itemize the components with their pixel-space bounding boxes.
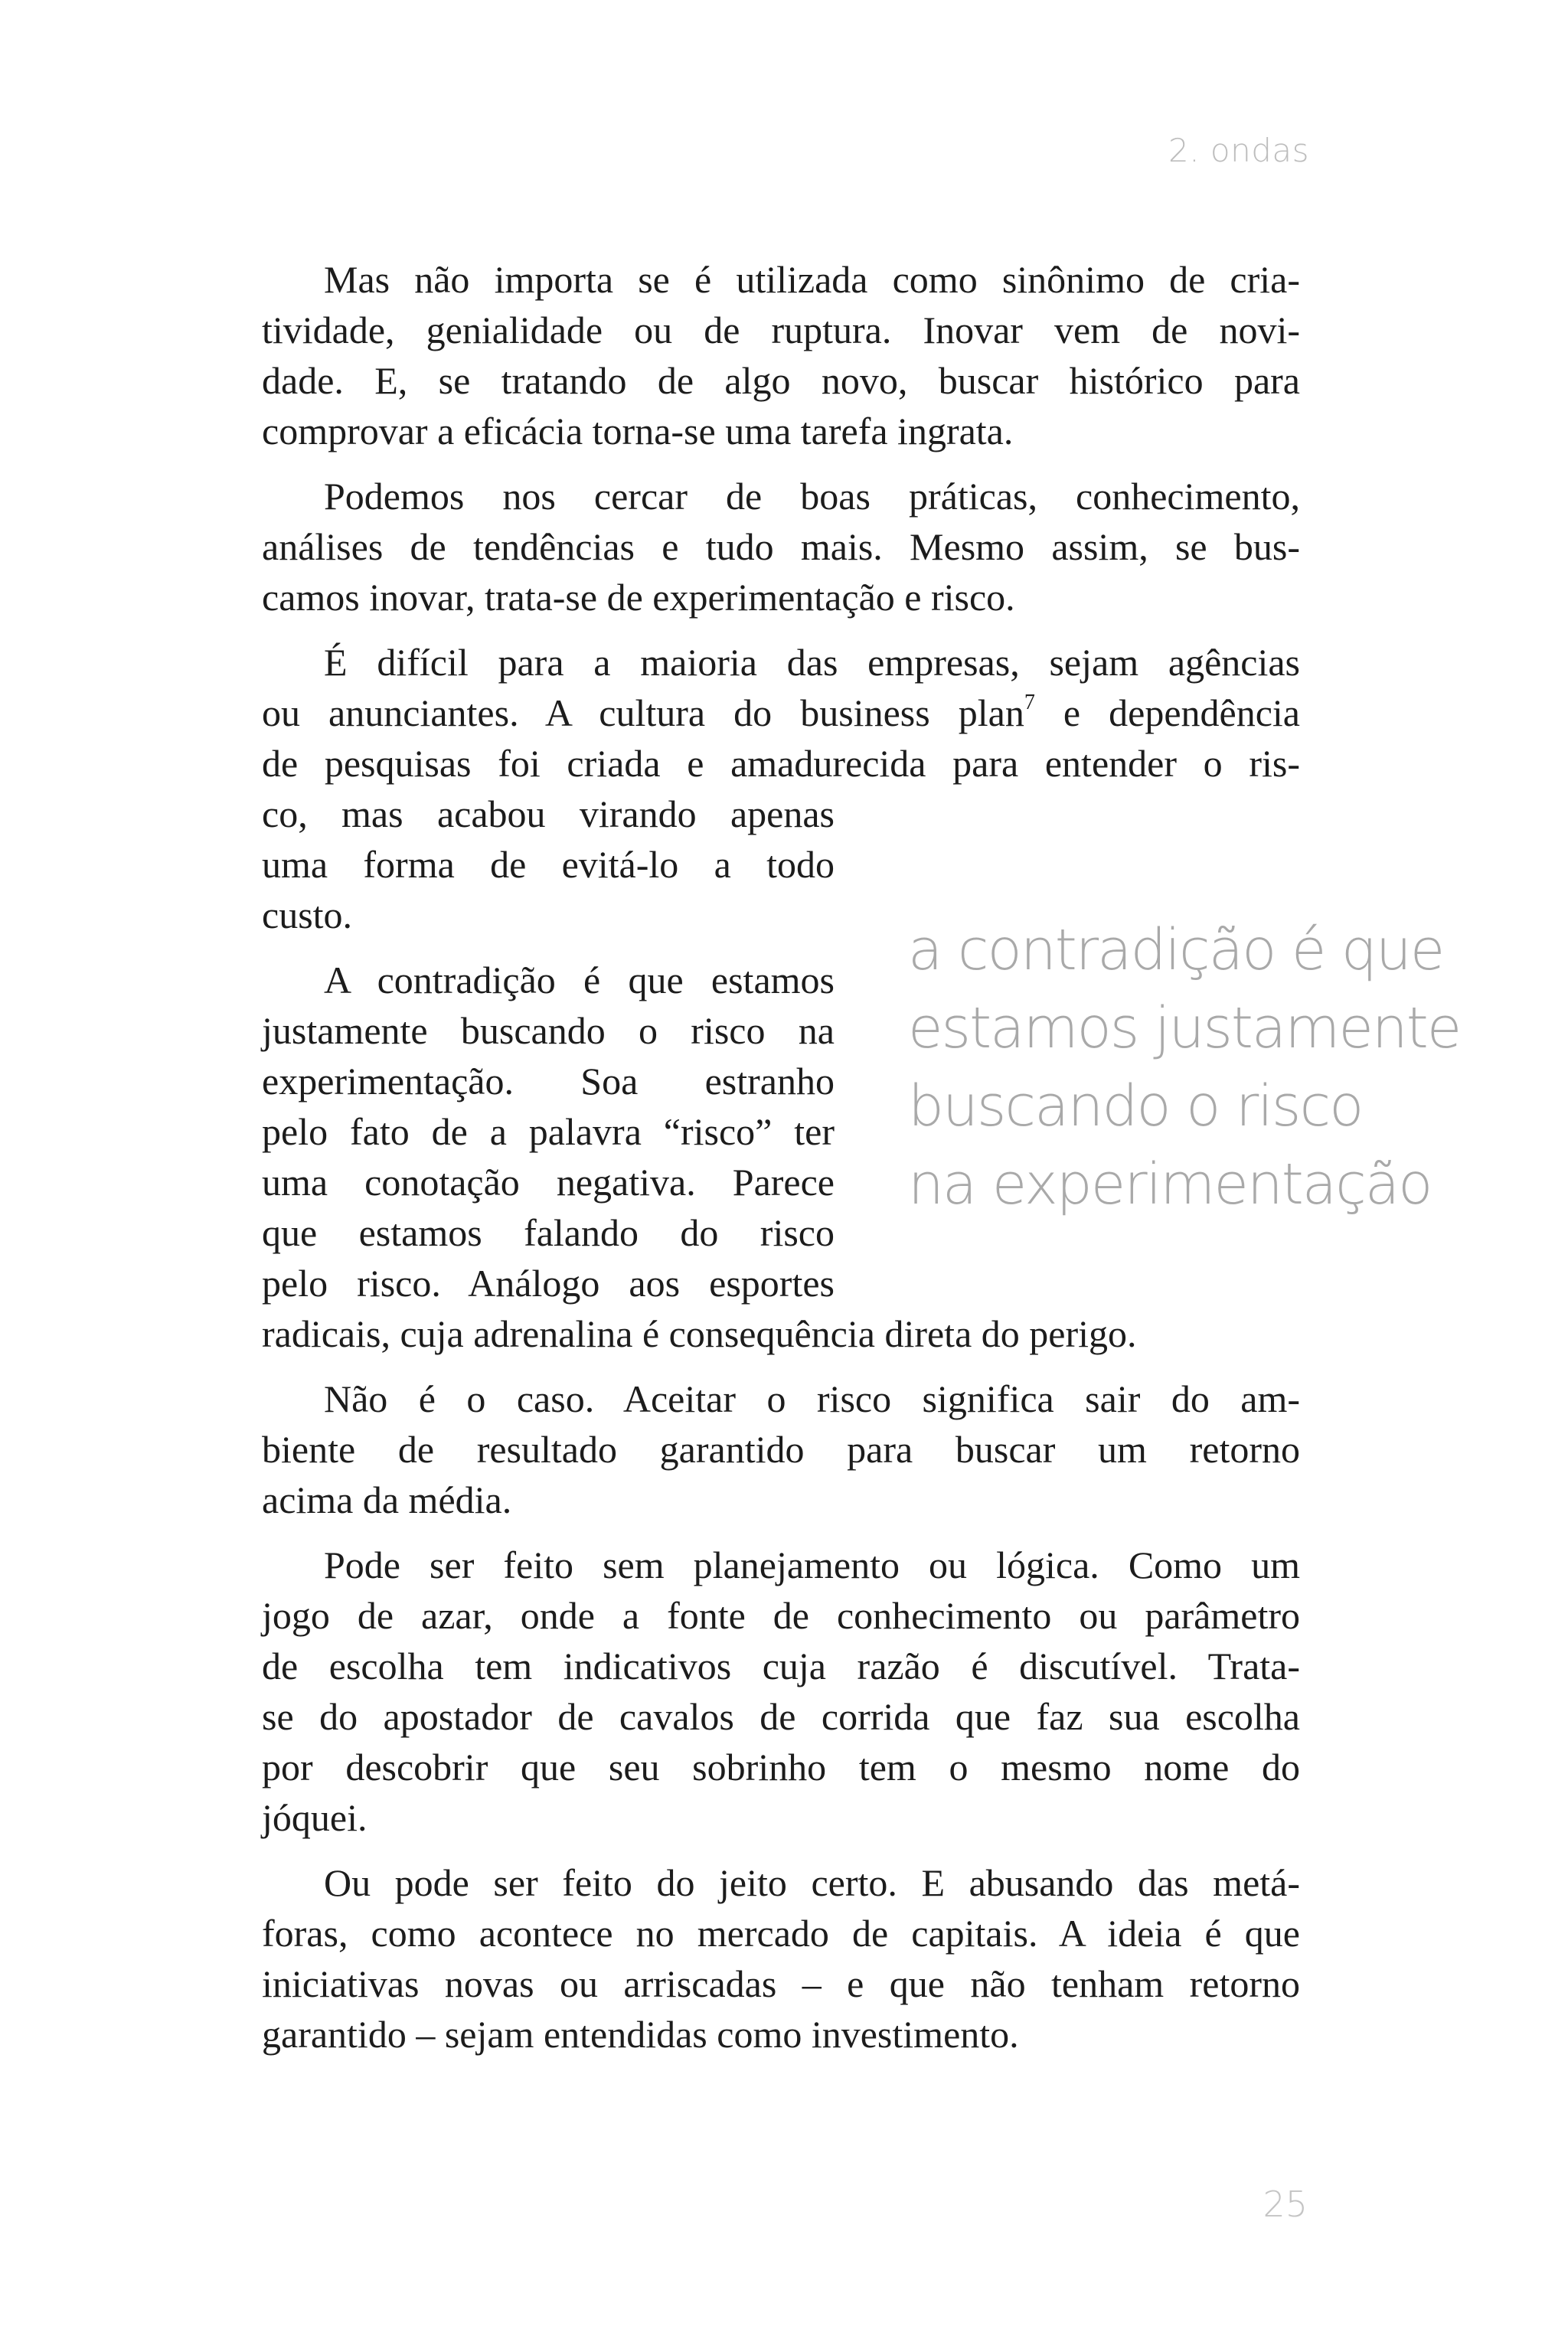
pull-quote-line: buscando o risco	[908, 1073, 1363, 1139]
text-segment: ou anunciantes. A cultura do business plan	[262, 691, 1024, 734]
text-line: Não é o caso. Aceitar o risco significa sair do am-	[324, 1377, 1300, 1420]
text-line: jogo de azar, onde a fonte de conhecimento ou parâmetro	[262, 1594, 1300, 1637]
text-segment: e dependência	[1063, 691, 1300, 734]
text-line: uma forma de evitá-lo a todo	[262, 843, 835, 886]
text-line: Podemos nos cercar de boas práticas, conhecimento,	[324, 475, 1300, 518]
text-line: pelo fato de a palavra “risco” ter	[262, 1110, 835, 1153]
text-line: que estamos falando do risco	[262, 1211, 835, 1254]
page-number: 25	[1263, 2184, 1308, 2225]
text-line: análises de tendências e tudo mais. Mesmo assim, se bus-	[262, 525, 1300, 568]
text-line: justamente buscando o risco na	[262, 1009, 835, 1052]
text-line: de pesquisas foi criada e amadurecida para entender o ris-	[262, 742, 1300, 785]
text-line: Pode ser feito sem planejamento ou lógica. Como um	[324, 1544, 1300, 1586]
pull-quote-line: na experimentação	[908, 1152, 1432, 1217]
text-line-with-footnote	[262, 688, 1300, 738]
text-line: por descobrir que seu sobrinho tem o mesmo nome do	[262, 1746, 1300, 1788]
text-line: jóquei.	[262, 1796, 368, 1839]
footnote-reference: 7	[1024, 691, 1035, 715]
text-line: experimentação. Soa estranho	[262, 1060, 835, 1102]
text-line: garantido – sejam entendidas como investimento.	[262, 2013, 1019, 2056]
text-line: É difícil para a maioria das empresas, sejam agências	[324, 641, 1300, 684]
text-line: co, mas acabou virando apenas	[262, 792, 835, 835]
text-line: camos inovar, trata-se de experimentação e risco.	[262, 576, 1015, 619]
text-line: foras, como acontece no mercado de capitais. A ideia é que	[262, 1912, 1300, 1955]
text-line: dade. E, se tratando de algo novo, buscar histórico para	[262, 359, 1300, 402]
text-line: A contradição é que estamos	[324, 959, 835, 1001]
text-line: iniciativas novas ou arriscadas – e que não tenham retorno	[262, 1962, 1300, 2005]
pull-quote-line: a contradição é que	[908, 917, 1444, 983]
text-line: comprovar a eficácia torna-se uma tarefa ingrata.	[262, 410, 1014, 452]
text-line: Ou pode ser feito do jeito certo. E abusando das metá-	[324, 1861, 1300, 1904]
text-line: se do apostador de cavalos de corrida que faz sua escolha	[262, 1695, 1300, 1738]
text-line: radicais, cuja adrenalina é consequência direta do perigo.	[262, 1312, 1137, 1355]
text-line: Mas não importa se é utilizada como sinônimo de cria-	[324, 258, 1300, 301]
text-line: custo.	[262, 893, 353, 936]
text-line: pelo risco. Análogo aos esportes	[262, 1262, 835, 1305]
text-line: biente de resultado garantido para buscar um retorno	[262, 1428, 1300, 1471]
text-line: de escolha tem indicativos cuja razão é discutível. Trata-	[262, 1645, 1300, 1687]
pull-quote	[908, 911, 1460, 1223]
pull-quote-line: estamos justamente	[908, 995, 1461, 1061]
text-line: uma conotação negativa. Parece	[262, 1161, 835, 1204]
running-head: 2. ondas	[1168, 132, 1309, 169]
text-line: tividade, genialidade ou de ruptura. Inovar vem de novi-	[262, 309, 1300, 351]
text-line: acima da média.	[262, 1478, 512, 1521]
